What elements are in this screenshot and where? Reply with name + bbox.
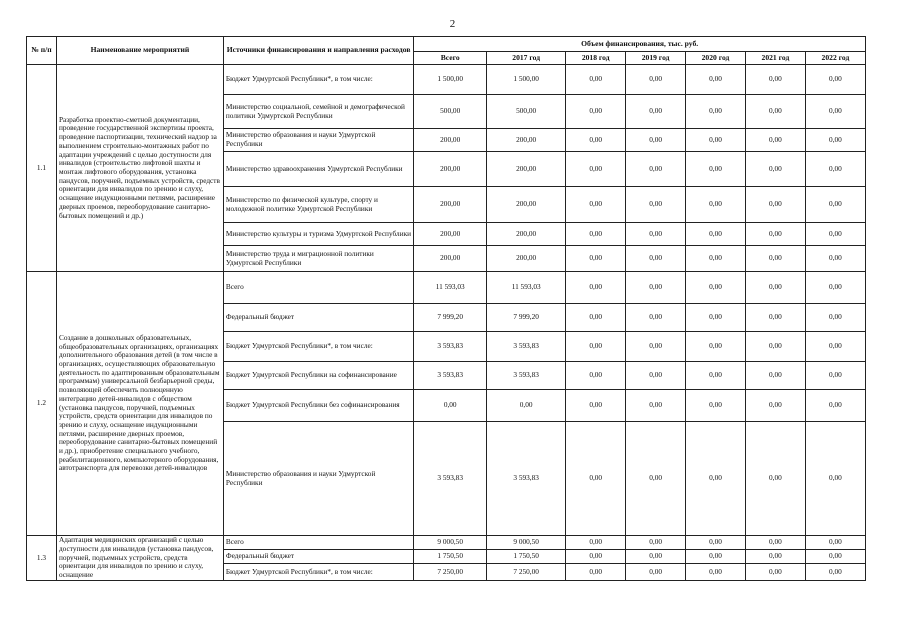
amount-2021: 0,00 [745, 332, 805, 362]
amount-2022: 0,00 [805, 332, 865, 362]
amount-2020: 0,00 [686, 564, 746, 581]
amount-2020: 0,00 [686, 95, 746, 129]
amount-2019: 0,00 [626, 272, 686, 304]
funding-source: Федеральный бюджет [223, 550, 413, 564]
item-description: Создание в дошкольных образовательных, общеобразовательных организациях, организациях дополнительного образования детей (в том числе в организациях, осуществляющих образовательную деятельность по адаптированным образовательным программам) универсальной безбарьерной среды, позволяющей обеспечить полноценную интеграцию детей-инвалидов с обществом (установка пандусов, поручней, подъемных устройств, средств ориентации для инвалидов по зрению и слуху, оснащение индукционными петлями, расширение дверных проемов, переоборудование санитарно-бытовых помещений и др.), приобретение специального учебного, реабилитационного, компьютерного оборудования, автотранспорта для перевозки детей-инвалидов [56, 272, 223, 536]
amount-total: 11 593,03 [414, 272, 487, 304]
amount-2021: 0,00 [745, 422, 805, 536]
amount-2018: 0,00 [566, 65, 626, 95]
amount-2019: 0,00 [626, 223, 686, 246]
amount-2020: 0,00 [686, 152, 746, 187]
amount-2020: 0,00 [686, 332, 746, 362]
amount-2020: 0,00 [686, 129, 746, 152]
amount-total: 0,00 [414, 390, 487, 422]
amount-2021: 0,00 [745, 390, 805, 422]
amount-total: 200,00 [414, 152, 487, 187]
amount-2019: 0,00 [626, 422, 686, 536]
amount-total: 200,00 [414, 187, 487, 223]
amount-2020: 0,00 [686, 223, 746, 246]
amount-2022: 0,00 [805, 152, 865, 187]
amount-2018: 0,00 [566, 564, 626, 581]
amount-2017: 200,00 [487, 246, 566, 272]
amount-2021: 0,00 [745, 362, 805, 390]
amount-2019: 0,00 [626, 362, 686, 390]
amount-2017: 500,00 [487, 95, 566, 129]
amount-2020: 0,00 [686, 422, 746, 536]
amount-2021: 0,00 [745, 152, 805, 187]
amount-2019: 0,00 [626, 65, 686, 95]
header-sources: Источники финансирования и направления расходов [223, 37, 413, 65]
amount-2018: 0,00 [566, 152, 626, 187]
amount-2019: 0,00 [626, 536, 686, 550]
amount-2017: 9 000,50 [487, 536, 566, 550]
amount-2019: 0,00 [626, 564, 686, 581]
financing-table [26, 36, 866, 581]
amount-total: 3 593,83 [414, 362, 487, 390]
amount-2022: 0,00 [805, 95, 865, 129]
amount-2020: 0,00 [686, 304, 746, 332]
amount-2019: 0,00 [626, 550, 686, 564]
amount-2021: 0,00 [745, 65, 805, 95]
amount-2017: 1 500,00 [487, 65, 566, 95]
amount-2018: 0,00 [566, 390, 626, 422]
amount-2021: 0,00 [745, 564, 805, 581]
amount-total: 9 000,50 [414, 536, 487, 550]
amount-2017: 3 593,83 [487, 362, 566, 390]
amount-2017: 1 750,50 [487, 550, 566, 564]
amount-2018: 0,00 [566, 332, 626, 362]
amount-2020: 0,00 [686, 65, 746, 95]
header-num: № п/п [27, 37, 57, 65]
amount-2021: 0,00 [745, 223, 805, 246]
amount-2022: 0,00 [805, 187, 865, 223]
amount-total: 200,00 [414, 223, 487, 246]
amount-2019: 0,00 [626, 332, 686, 362]
amount-2020: 0,00 [686, 536, 746, 550]
amount-2021: 0,00 [745, 187, 805, 223]
amount-2019: 0,00 [626, 304, 686, 332]
amount-2020: 0,00 [686, 550, 746, 564]
amount-2017: 0,00 [487, 390, 566, 422]
header-year-2018: 2018 год [566, 52, 626, 65]
header-name: Наименование мероприятий [56, 37, 223, 65]
amount-2018: 0,00 [566, 187, 626, 223]
amount-2018: 0,00 [566, 272, 626, 304]
amount-total: 7 250,00 [414, 564, 487, 581]
amount-2018: 0,00 [566, 550, 626, 564]
amount-2022: 0,00 [805, 272, 865, 304]
amount-2018: 0,00 [566, 536, 626, 550]
amount-2017: 200,00 [487, 187, 566, 223]
funding-source: Всего [223, 536, 413, 550]
amount-2022: 0,00 [805, 304, 865, 332]
amount-2022: 0,00 [805, 65, 865, 95]
amount-2021: 0,00 [745, 272, 805, 304]
amount-2021: 0,00 [745, 304, 805, 332]
header-year-total: Всего [414, 52, 487, 65]
funding-source: Бюджет Удмуртской Республики*, в том числе: [223, 65, 413, 95]
amount-2022: 0,00 [805, 564, 865, 581]
amount-2019: 0,00 [626, 95, 686, 129]
amount-total: 3 593,83 [414, 332, 487, 362]
header-volume: Объем финансирования, тыс. руб. [414, 37, 866, 52]
table-row [27, 272, 866, 304]
amount-2021: 0,00 [745, 129, 805, 152]
funding-source: Министерство культуры и туризма Удмуртской Республики [223, 223, 413, 246]
amount-total: 500,00 [414, 95, 487, 129]
amount-2022: 0,00 [805, 129, 865, 152]
funding-source: Министерство труда и миграционной политики Удмуртской Республики [223, 246, 413, 272]
amount-2022: 0,00 [805, 422, 865, 536]
amount-2021: 0,00 [745, 536, 805, 550]
amount-2018: 0,00 [566, 304, 626, 332]
header-year-2020: 2020 год [686, 52, 746, 65]
amount-2017: 3 593,83 [487, 422, 566, 536]
header-year-2017: 2017 год [487, 52, 566, 65]
amount-total: 200,00 [414, 129, 487, 152]
table-body [27, 65, 866, 581]
table-row [27, 536, 866, 550]
amount-2019: 0,00 [626, 152, 686, 187]
amount-total: 1 500,00 [414, 65, 487, 95]
amount-2022: 0,00 [805, 536, 865, 550]
amount-2017: 7 999,20 [487, 304, 566, 332]
header-year-2019: 2019 год [626, 52, 686, 65]
item-number: 1.1 [27, 65, 57, 272]
item-description: Адаптация медицинских организаций с целью доступности для инвалидов (установка пандусов, поручней, подъемных устройств, средств ориентации для инвалидов по зрению и слуху, оснащение [56, 536, 223, 581]
amount-2021: 0,00 [745, 246, 805, 272]
item-number: 1.3 [27, 536, 57, 581]
amount-2018: 0,00 [566, 223, 626, 246]
header-year-2021: 2021 год [745, 52, 805, 65]
amount-2018: 0,00 [566, 129, 626, 152]
funding-source: Министерство по физической культуре, спорту и молодежной политике Удмуртской Республики [223, 187, 413, 223]
table-row [27, 65, 866, 95]
funding-source: Всего [223, 272, 413, 304]
amount-2020: 0,00 [686, 272, 746, 304]
amount-2021: 0,00 [745, 550, 805, 564]
funding-source: Министерство здравоохранения Удмуртской Республики [223, 152, 413, 187]
amount-2020: 0,00 [686, 390, 746, 422]
amount-2020: 0,00 [686, 187, 746, 223]
amount-2017: 11 593,03 [487, 272, 566, 304]
item-number: 1.2 [27, 272, 57, 536]
amount-total: 200,00 [414, 246, 487, 272]
funding-source: Министерство образования и науки Удмуртской Республики [223, 422, 413, 536]
funding-source: Бюджет Удмуртской Республики на софинансирование [223, 362, 413, 390]
amount-total: 7 999,20 [414, 304, 487, 332]
amount-2018: 0,00 [566, 95, 626, 129]
amount-2020: 0,00 [686, 362, 746, 390]
amount-2017: 200,00 [487, 223, 566, 246]
amount-2020: 0,00 [686, 246, 746, 272]
amount-2022: 0,00 [805, 223, 865, 246]
amount-2017: 3 593,83 [487, 332, 566, 362]
amount-2017: 200,00 [487, 129, 566, 152]
amount-2019: 0,00 [626, 246, 686, 272]
funding-source: Федеральный бюджет [223, 304, 413, 332]
funding-source: Министерство социальной, семейной и демографической политики Удмуртской Республики [223, 95, 413, 129]
amount-2018: 0,00 [566, 246, 626, 272]
amount-2021: 0,00 [745, 95, 805, 129]
amount-2022: 0,00 [805, 246, 865, 272]
funding-source: Бюджет Удмуртской Республики*, в том числе: [223, 564, 413, 581]
amount-2022: 0,00 [805, 550, 865, 564]
amount-2019: 0,00 [626, 187, 686, 223]
amount-2017: 7 250,00 [487, 564, 566, 581]
amount-total: 3 593,83 [414, 422, 487, 536]
page-number: 2 [449, 18, 456, 30]
header-year-2022: 2022 год [805, 52, 865, 65]
amount-2018: 0,00 [566, 362, 626, 390]
amount-2019: 0,00 [626, 390, 686, 422]
amount-2022: 0,00 [805, 390, 865, 422]
funding-source: Министерство образования и науки Удмуртской Республики [223, 129, 413, 152]
funding-source: Бюджет Удмуртской Республики*, в том числе: [223, 332, 413, 362]
amount-2022: 0,00 [805, 362, 865, 390]
amount-2017: 200,00 [487, 152, 566, 187]
item-description: Разработка проектно-сметной документации, проведение государственной экспертизы проекта, проведение паспортизации, технический надзор за выполнением строительно-монтажных работ по адаптации учреждений с целью доступности для инвалидов (строительство лифтовой шахты и монтаж лифтового оборудования, установка пандусов, поручней, подъемных устройств, средств ориентации для инвалидов по зрению и слуху, оснащение индукционными петлями, расширение дверных проемов, переоборудование санитарно-бытовых помещений и др.) [56, 65, 223, 272]
amount-2018: 0,00 [566, 422, 626, 536]
amount-2019: 0,00 [626, 129, 686, 152]
amount-total: 1 750,50 [414, 550, 487, 564]
funding-source: Бюджет Удмуртской Республики без софинансирования [223, 390, 413, 422]
